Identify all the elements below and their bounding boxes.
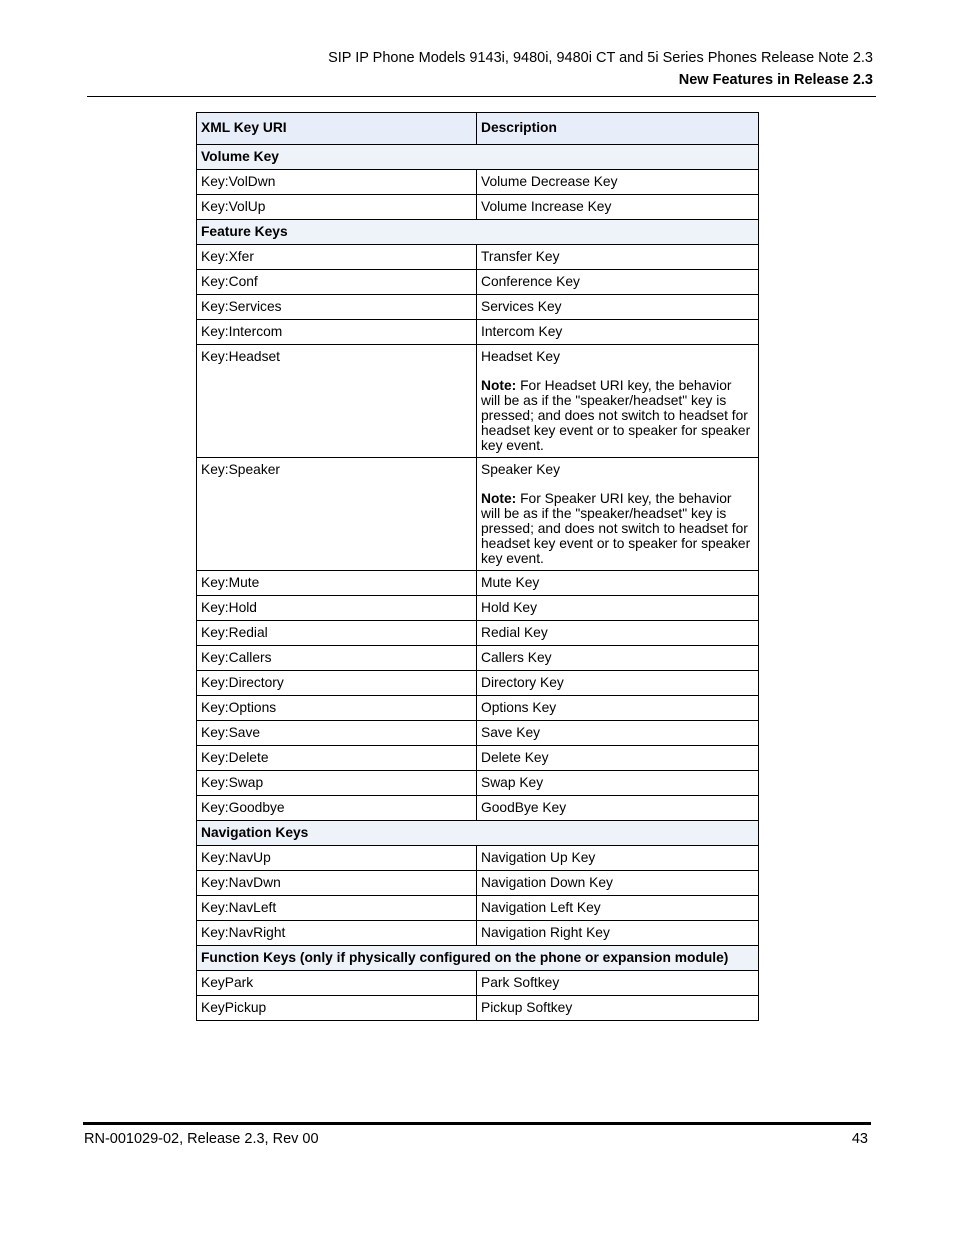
uri-cell: Key:NavUp	[197, 846, 477, 871]
description-cell: GoodBye Key	[477, 796, 759, 821]
uri-cell: Key:Goodbye	[197, 796, 477, 821]
description-text: Speaker Key	[481, 462, 560, 477]
description-cell: Navigation Down Key	[477, 871, 759, 896]
xml-key-uri-table	[196, 112, 759, 1021]
xml-key-uri-table-container	[196, 112, 758, 1021]
table-row	[197, 170, 759, 195]
table-row	[197, 671, 759, 696]
table-row	[197, 621, 759, 646]
section-heading: Feature Keys	[197, 220, 759, 245]
description-text: Headset Key	[481, 349, 560, 364]
table-row	[197, 771, 759, 796]
spacer	[481, 364, 754, 378]
note-label: Note:	[481, 491, 517, 506]
footer-divider	[83, 1122, 871, 1125]
table-row	[197, 871, 759, 896]
uri-cell: Key:Hold	[197, 596, 477, 621]
table-row	[197, 295, 759, 320]
table-row	[197, 896, 759, 921]
note-text: For Speaker URI key, the behavior will be as if the "speaker/headset" key is pressed; and does not switch to headset for headset key event or to speaker for speaker key event.	[481, 491, 751, 566]
column-header-description: Description	[477, 113, 759, 145]
description-cell: Delete Key	[477, 746, 759, 771]
description-cell	[477, 345, 759, 458]
uri-cell: Key:VolUp	[197, 195, 477, 220]
uri-cell: Key:Save	[197, 721, 477, 746]
spacer	[481, 477, 754, 491]
uri-cell: Key:Conf	[197, 270, 477, 295]
uri-cell: Key:Callers	[197, 646, 477, 671]
uri-cell: KeyPickup	[197, 996, 477, 1021]
running-header-section: New Features in Release 2.3	[678, 72, 873, 88]
uri-cell: Key:VolDwn	[197, 170, 477, 195]
description-cell: Intercom Key	[477, 320, 759, 345]
uri-cell: Key:Options	[197, 696, 477, 721]
description-cell: Hold Key	[477, 596, 759, 621]
table-row	[197, 796, 759, 821]
table-row	[197, 971, 759, 996]
description-cell: Pickup Softkey	[477, 996, 759, 1021]
table-row-speaker	[197, 458, 759, 571]
table-row	[197, 245, 759, 270]
section-heading: Function Keys (only if physically configured on the phone or expansion module)	[197, 946, 759, 971]
section-heading: Navigation Keys	[197, 821, 759, 846]
column-header-uri: XML Key URI	[197, 113, 477, 145]
table-row	[197, 195, 759, 220]
section-heading: Volume Key	[197, 145, 759, 170]
section-row-feature	[197, 220, 759, 245]
description-cell: Services Key	[477, 295, 759, 320]
uri-cell: Key:Xfer	[197, 245, 477, 270]
description-cell: Mute Key	[477, 571, 759, 596]
table-row-headset	[197, 345, 759, 458]
description-cell: Conference Key	[477, 270, 759, 295]
uri-cell: Key:NavLeft	[197, 896, 477, 921]
description-cell: Volume Increase Key	[477, 195, 759, 220]
running-header-title: SIP IP Phone Models 9143i, 9480i, 9480i CT and 5i Series Phones Release Note 2.3	[328, 50, 873, 66]
description-cell: Options Key	[477, 696, 759, 721]
description-cell: Save Key	[477, 721, 759, 746]
description-cell: Transfer Key	[477, 245, 759, 270]
table-row	[197, 746, 759, 771]
table-row	[197, 646, 759, 671]
uri-cell: Key:Services	[197, 295, 477, 320]
table-row	[197, 596, 759, 621]
table-row	[197, 996, 759, 1021]
footer-document-id: RN-001029-02, Release 2.3, Rev 00	[84, 1131, 319, 1147]
description-cell: Volume Decrease Key	[477, 170, 759, 195]
table-row	[197, 846, 759, 871]
description-cell: Navigation Left Key	[477, 896, 759, 921]
note-text: For Headset URI key, the behavior will be as if the "speaker/headset" key is pressed; and does not switch to headset for headset key event or to speaker for speaker key event.	[481, 378, 751, 453]
description-cell: Navigation Up Key	[477, 846, 759, 871]
uri-cell: Key:Swap	[197, 771, 477, 796]
uri-cell: Key:Speaker	[197, 458, 477, 571]
table-row	[197, 921, 759, 946]
uri-cell: Key:Mute	[197, 571, 477, 596]
table-header-row	[197, 113, 759, 145]
note-label: Note:	[481, 378, 517, 393]
uri-cell: Key:Redial	[197, 621, 477, 646]
table-row	[197, 721, 759, 746]
uri-cell: Key:Intercom	[197, 320, 477, 345]
description-cell: Park Softkey	[477, 971, 759, 996]
table-row	[197, 696, 759, 721]
uri-cell: Key:Directory	[197, 671, 477, 696]
uri-cell: Key:Headset	[197, 345, 477, 458]
section-row-function	[197, 946, 759, 971]
section-row-volume	[197, 145, 759, 170]
table-row	[197, 571, 759, 596]
uri-cell: Key:NavDwn	[197, 871, 477, 896]
description-cell: Directory Key	[477, 671, 759, 696]
description-cell	[477, 458, 759, 571]
uri-cell: KeyPark	[197, 971, 477, 996]
uri-cell: Key:NavRight	[197, 921, 477, 946]
note-paragraph	[481, 378, 754, 453]
uri-cell: Key:Delete	[197, 746, 477, 771]
page-number: 43	[851, 1131, 868, 1147]
description-cell: Redial Key	[477, 621, 759, 646]
table-row	[197, 320, 759, 345]
note-paragraph	[481, 491, 754, 566]
table-row	[197, 270, 759, 295]
description-cell: Navigation Right Key	[477, 921, 759, 946]
header-divider	[87, 96, 876, 97]
description-cell: Swap Key	[477, 771, 759, 796]
description-cell: Callers Key	[477, 646, 759, 671]
section-row-navigation	[197, 821, 759, 846]
